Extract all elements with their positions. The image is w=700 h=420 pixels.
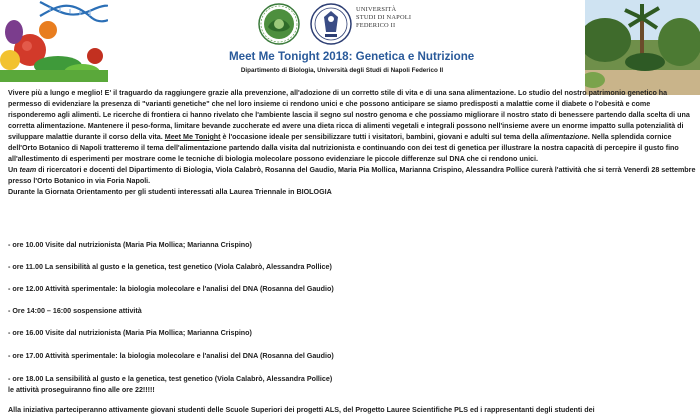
intro-paragraph	[8, 88, 698, 165]
university-name-line: STUDI DI NAPOLI	[356, 14, 412, 22]
university-name-line: UNIVERSITÀ	[356, 6, 397, 13]
schedule-item: - ore 16.00 Visite dal nutrizionista (Maria Pia Mollica; Marianna Crispino)	[8, 329, 252, 337]
event-name: Meet Me Tonight	[164, 132, 221, 141]
schedule-item: - ore 11.00 La sensibilità al gusto e la genetica, test genetico (Viola Calabrò, Alessandra Pollice)	[8, 263, 332, 271]
team-sentence: di ricercatori e docenti del Dipartimento di Biologia, Viola Calabrò, Rosanna del Gaudio, Maria Pia Mollica, Marianna Crispino, Alessandra Pollice curerà l'attività che si terrà Venerdì 28 settembre presso l'Orto Botanico in via Foria Napoli.	[8, 165, 696, 185]
botanical-garden-photo	[585, 0, 700, 95]
department-seal-logo	[258, 3, 300, 45]
dna-vegetables-image	[0, 0, 108, 82]
schedule-item: - Ore 14:00 – 16:00 sospensione attività	[8, 307, 142, 315]
schedule-note: le attività proseguiranno fino alle ore 22!!!!!	[8, 386, 155, 394]
schedule-item: - ore 17.00 Attività sperimentale: la biologia molecolare e l'analisi del DNA (Rosanna del Gaudio)	[8, 352, 334, 360]
intro-sentence: . Nella splendida cornice dell'Orto Botanico di Napoli tratteremo il tema dell'alimentazione partendo dalla visita dal nutrizionista e continuando con dei test di genetica per illustrare la nostra capacità di percepire il gusto fino all'allestimento di esperimenti per mostrare come le tecniche di biologia molecolare possono evidenziare le piccole differenze sul DNA che ci rendono unici.	[8, 132, 679, 163]
schedule-item: - ore 10.00 Visite dal nutrizionista (Maria Pia Mollica; Marianna Crispino)	[8, 241, 252, 249]
page-subtitle: Dipartimento di Biologia, Università degli Studi di Napoli Federico II	[240, 67, 444, 74]
team-paragraph	[8, 165, 698, 187]
university-name-line: FEDERICO II	[356, 22, 396, 30]
university-seal-logo	[310, 2, 352, 46]
emphasis-word: team	[19, 165, 37, 174]
giornata-paragraph: Durante la Giornata Orientamento per gli studenti interessati alla Laurea Triennale in BIOLOGIA	[8, 187, 332, 196]
page-title: Meet Me Tonight 2018: Genetica e Nutrizione	[229, 50, 475, 63]
intro-sentence: Vivere più a lungo e meglio! E' il traguardo da raggiungere grazie alla prevenzione, all'adozione di un corretto stile di vita e di una sana alimentazione. Lo studio del nostro patrimonio genetico ha permesso di evidenziare la presenza di "varianti genetiche" che nel loro insieme ci rendono unici e che possono anticipare se siamo predisposti a malattie come il diabete o l'obesità e come risponderemo agli alimenti. Le ricerche di frontiera ci hanno rivelato che l'ambiente lascia il segno sul nostro genoma e che possiamo migliorare il nostro stato di benessere partendo dalla scelta di una corretta alimentazione. Mantenere il peso-forma, limitare bevande zuccherate ed avere una dieta ricca di alimenti vegetali e integrali possono nell'insieme avere un enorme impatto sulla potenzialità di sviluppare malattie durante il corso della vita.	[8, 89, 690, 141]
university-name	[356, 6, 411, 31]
footer-text: Alla iniziativa parteciperanno attivamente giovani studenti delle Scuole Superiori dei progetti ALS, del Progetto Lauree Scientifiche PLS ed i rappresentanti degli studenti dei	[8, 406, 595, 414]
team-sentence: Un	[8, 165, 18, 174]
schedule-item: - ore 18.00 La sensibilità al gusto e la genetica, test genetico (Viola Calabrò, Alessandra Pollice)	[8, 375, 333, 383]
intro-text	[8, 88, 698, 198]
emphasis-word: alimentazione	[540, 132, 588, 141]
intro-sentence: è l'occasione ideale per sensibilizzare tutti i visitatori, bambini, giovani e adulti sul tema della	[222, 132, 539, 141]
schedule-item: - ore 12.00 Attività sperimentale: la biologia molecolare e l'analisi del DNA (Rosanna del Gaudio)	[8, 285, 334, 293]
